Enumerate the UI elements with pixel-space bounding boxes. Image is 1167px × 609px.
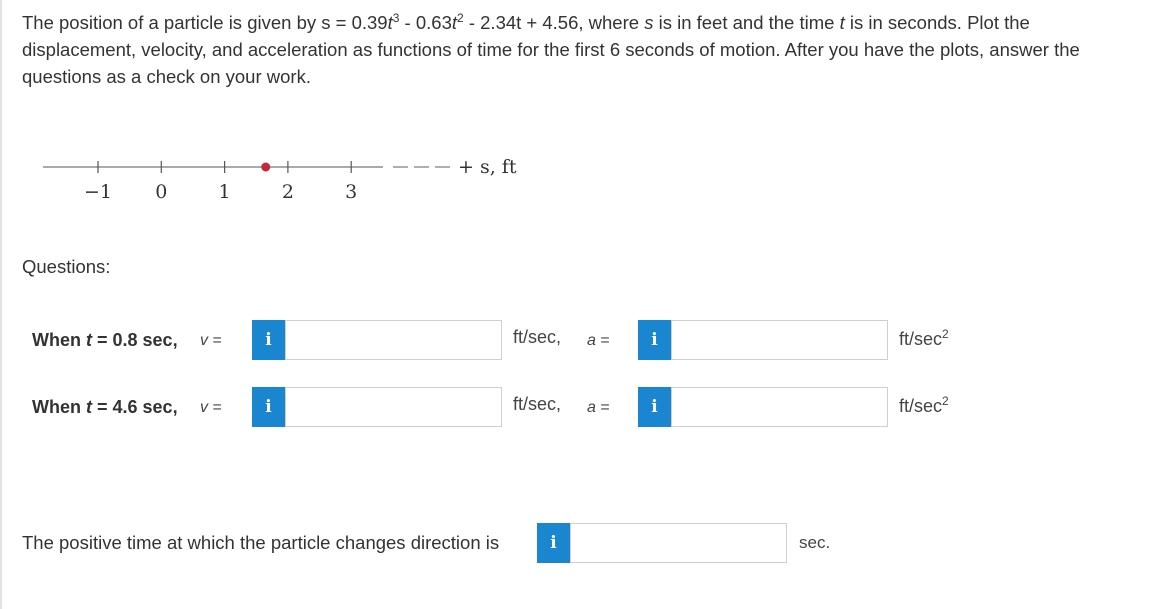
acceleration-unit-base: ft/sec — [899, 329, 943, 349]
acceleration-unit-exponent: 2 — [942, 327, 949, 341]
velocity-unit: ft/sec, — [513, 327, 562, 347]
question-row — [0, 387, 1167, 429]
info-icon[interactable]: i — [638, 387, 671, 427]
problem-text: The position of a particle is given by s = 0.39 — [22, 12, 388, 33]
velocity-var: v — [200, 399, 208, 416]
equals-sign: = — [595, 399, 610, 416]
time-var: t — [86, 397, 92, 417]
direction-change-input[interactable] — [570, 523, 787, 563]
velocity-label — [200, 399, 222, 417]
info-icon[interactable]: i — [638, 320, 671, 360]
velocity-label — [200, 332, 222, 350]
acceleration-label — [587, 399, 610, 417]
info-icon[interactable]: i — [252, 387, 285, 427]
acceleration-label — [587, 332, 610, 350]
problem-exponent: 2 — [457, 10, 464, 25]
problem-text: - 2.34t + 4.56, where — [463, 12, 645, 33]
time-unit: sec. — [799, 533, 831, 552]
particle-marker — [261, 163, 270, 172]
number-line-tick-label: 0 — [155, 181, 168, 203]
problem-var: s — [644, 12, 654, 33]
problem-text: - 0.63 — [399, 12, 452, 33]
when-text: When — [32, 397, 86, 417]
acceleration-input[interactable] — [671, 387, 888, 427]
acceleration-unit-base: ft/sec — [899, 396, 943, 416]
number-line-tick-label: 1 — [218, 181, 231, 203]
time-condition — [32, 397, 178, 418]
problem-var: t — [387, 12, 393, 33]
number-line-tick-label: 2 — [281, 181, 294, 203]
problem-var: t — [839, 12, 845, 33]
info-icon[interactable]: i — [252, 320, 285, 360]
question-row — [0, 320, 1167, 362]
problem-var: t — [451, 12, 458, 33]
problem-text: is in feet and the time — [653, 12, 840, 33]
problem-statement — [22, 9, 1147, 90]
number-line-tick-label: 3 — [345, 181, 358, 203]
velocity-input[interactable] — [285, 387, 502, 427]
problem-exponent: 3 — [392, 10, 400, 25]
problem-text: is in seconds. Plot the displacement, velocity, and acceleration as functions of time for the first 6 seconds of motion. After you have the plots, answer the questions as a check on your work. — [22, 12, 1080, 87]
acceleration-input[interactable] — [671, 320, 888, 360]
equals-sign: = — [595, 332, 610, 349]
time-var: t — [86, 330, 92, 350]
acceleration-unit — [899, 394, 949, 417]
number-line-tick-label: −1 — [83, 181, 113, 203]
left-border — [0, 0, 2, 609]
time-value: = 4.6 sec, — [92, 397, 178, 417]
number-line-axis-label: + s, ft — [458, 156, 517, 178]
time-condition — [32, 330, 178, 351]
velocity-input[interactable] — [285, 320, 502, 360]
equals-sign: = — [208, 399, 222, 416]
direction-change-label: The positive time at which the particle changes direction is — [22, 532, 500, 553]
direction-change-row — [0, 523, 1167, 565]
velocity-var: v — [200, 332, 208, 349]
acceleration-unit — [899, 327, 949, 350]
time-value: = 0.8 sec, — [92, 330, 178, 350]
number-line-graphic — [38, 150, 538, 210]
info-icon[interactable]: i — [537, 523, 570, 563]
velocity-unit: ft/sec, — [513, 394, 562, 414]
when-text: When — [32, 330, 86, 350]
acceleration-var: a — [587, 332, 596, 349]
equals-sign: = — [208, 332, 222, 349]
number-line — [38, 150, 538, 210]
acceleration-var: a — [587, 399, 596, 416]
acceleration-unit-exponent: 2 — [942, 394, 949, 408]
questions-heading: Questions: — [22, 256, 111, 277]
